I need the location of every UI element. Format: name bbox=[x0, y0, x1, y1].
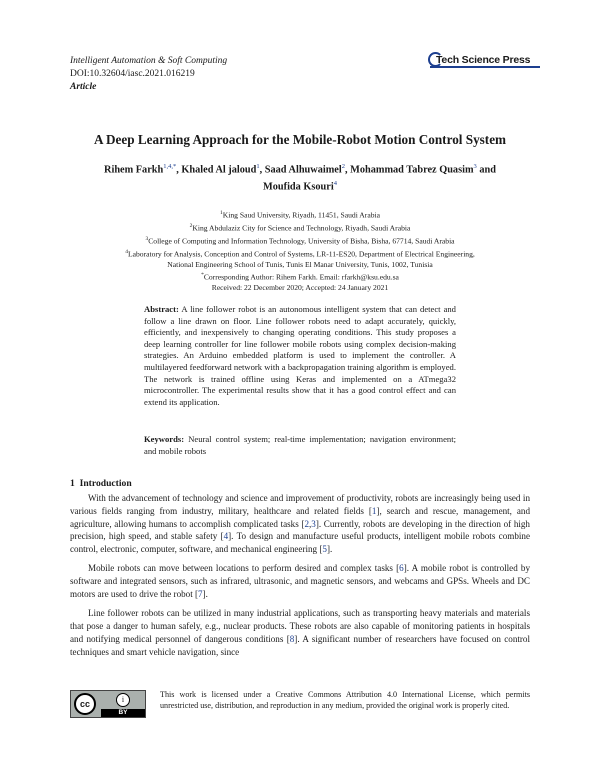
citation-link[interactable]: 3 bbox=[311, 518, 316, 529]
journal-name: Intelligent Automation & Soft Computing bbox=[70, 56, 228, 66]
section-number: 1 bbox=[70, 478, 75, 489]
abstract-label: Abstract: bbox=[144, 304, 179, 314]
paragraph: Line follower robots can be utilized in many industrial applications, such as transporting heavy materials and materials that pose a danger to human safely, e.g., nuclear products. These robots are also capable of monitoring patients in hospitals and notifying medical personnel of dangerous conditions [8]. A significant number of researchers have focused on control techniques and smart vehicle navigation, since bbox=[70, 608, 531, 657]
affiliation-line: National Engineering School of Tunis, Tunis El Manar University, Tunis, 1002, Tunisia bbox=[167, 259, 433, 269]
affiliation-line: $^1$King Saud University, Riyadh, 11451, Saudi Arabia bbox=[220, 210, 380, 220]
keywords bbox=[144, 434, 456, 457]
citation-link[interactable]: 6 bbox=[399, 563, 404, 574]
author-name: Mohammad Tabrez Quasim bbox=[350, 164, 474, 176]
cc-by-label: BY bbox=[101, 709, 145, 717]
article-type: Article bbox=[70, 82, 97, 92]
license-text: This work is licensed under a Creative Commons Attribution 4.0 International License, which permits unrestricted use, distribution, and reproduction in any medium, provided the original work is properly cited. bbox=[160, 690, 530, 710]
author-affil-mark[interactable]: 1,4,* bbox=[163, 163, 177, 170]
logo-underline bbox=[430, 66, 540, 68]
citation-link[interactable]: 4 bbox=[223, 531, 229, 542]
keywords-label: Keywords: bbox=[144, 434, 185, 444]
doi[interactable]: DOI:10.32604/iasc.2021.016219 bbox=[70, 69, 195, 79]
received-accepted-dates: Received: 22 December 2020; Accepted: 24 January 2021 bbox=[211, 283, 389, 293]
citation-link[interactable]: 8 bbox=[289, 633, 295, 644]
author-name: Moufida Ksouri bbox=[263, 181, 334, 193]
author-affil-mark[interactable]: 1 bbox=[256, 163, 260, 170]
author-conjunction: and bbox=[479, 164, 496, 176]
citation-link[interactable]: 7 bbox=[198, 589, 203, 600]
license-footer bbox=[70, 690, 530, 718]
citation-link[interactable]: 1 bbox=[371, 505, 377, 516]
body-text bbox=[70, 492, 530, 665]
author-name: Saad Alhuwaimel bbox=[264, 164, 342, 176]
citation-link[interactable]: 5 bbox=[322, 544, 327, 555]
author-affil-mark[interactable]: 3 bbox=[473, 163, 477, 170]
publisher-logo-text: Tech Science Press bbox=[436, 53, 531, 66]
author-affil-mark[interactable]: 4 bbox=[333, 180, 337, 188]
author-name: Rihem Farkh bbox=[104, 164, 164, 176]
affiliation-line: $^4$Laboratory for Analysis, Conception and Control of Systems, LR-11-ES20, Department of Electrical Engineering, bbox=[125, 248, 475, 259]
affiliations bbox=[60, 208, 540, 294]
attribution-person-icon: i bbox=[116, 693, 130, 707]
author-affil-mark[interactable]: 2 bbox=[341, 163, 345, 170]
paper-title: A Deep Learning Approach for the Mobile-Robot Motion Control System bbox=[93, 132, 507, 147]
journal-header bbox=[70, 55, 227, 94]
abstract bbox=[144, 304, 456, 408]
author-list: Rihem Farkh$^{1,4,*}$, Khaled Al jaloud$^1$, Saad Alhuwaimel$^2$, Mohammad Tabrez Quasim$^3$ and Moufida Ksouri$^4$ bbox=[104, 163, 496, 193]
publisher-logo bbox=[428, 52, 530, 67]
keywords-text: Neural control system; real-time implementation; navigation environment; and mobile robots bbox=[144, 434, 457, 456]
corresponding-author: *Corresponding Author: Rihem Farkh. Email: rfarkh@ksu.edu.sa bbox=[201, 272, 399, 282]
affiliation-line: $^3$College of Computing and Information Technology, University of Bisha, Bisha, 67714, Saudi Arabia bbox=[145, 235, 455, 246]
section-title: Introduction bbox=[79, 478, 132, 489]
creative-commons-badge[interactable] bbox=[70, 690, 146, 718]
section-heading bbox=[70, 478, 132, 489]
cc-icon: cc bbox=[74, 693, 96, 715]
affiliation-line: $^2$King Abdulaziz City for Science and Technology, Riyadh, Saudi Arabia bbox=[189, 222, 411, 233]
citation-link[interactable]: 2 bbox=[304, 518, 309, 529]
author-name: Khaled Al jaloud bbox=[181, 164, 257, 176]
abstract-text: A line follower robot is an autonomous intelligent system that can detect and follow a line drawn on floor. Line follower robots need to adapt accurately, quickly, efficiently, and inexpensively to changing operating conditions. This study proposes a deep learning controller for line follower mobile robots using complex decision-making strategies. An Arduino embedded platform is used to implement the controller. A multilayered feedforward network with a backpropagation training algorithm is employed. The network is trained offline using Keras and implemented on a ATmega32 microcontroller. The experimental results show that it has a good control effect and can extend its application. bbox=[144, 304, 456, 407]
paragraph: With the advancement of technology and science and improvement of productivity, robots are increasingly being used in various fields ranging from industry, military, healthcare and related fields [1], search and rescue, management, and agriculture, allowing humans to accomplish complicated tasks [2,3]. Currently, robots are developing in the direction of high precision, high speed, and stable safety [4]. To design and manufacture useful products, intelligent mobile robots combine control, electronic, computer, software, and mechanical engineering [5]. bbox=[70, 493, 530, 555]
paragraph: Mobile robots can move between locations to perform desired and complex tasks [6]. A mobile robot is controlled by software and integrated sensors, such as infrared, ultrasonic, and magnetic sensors, and webcams and GPSs. Wheels and DC motors are used to drive the robot [7]. bbox=[70, 563, 531, 600]
